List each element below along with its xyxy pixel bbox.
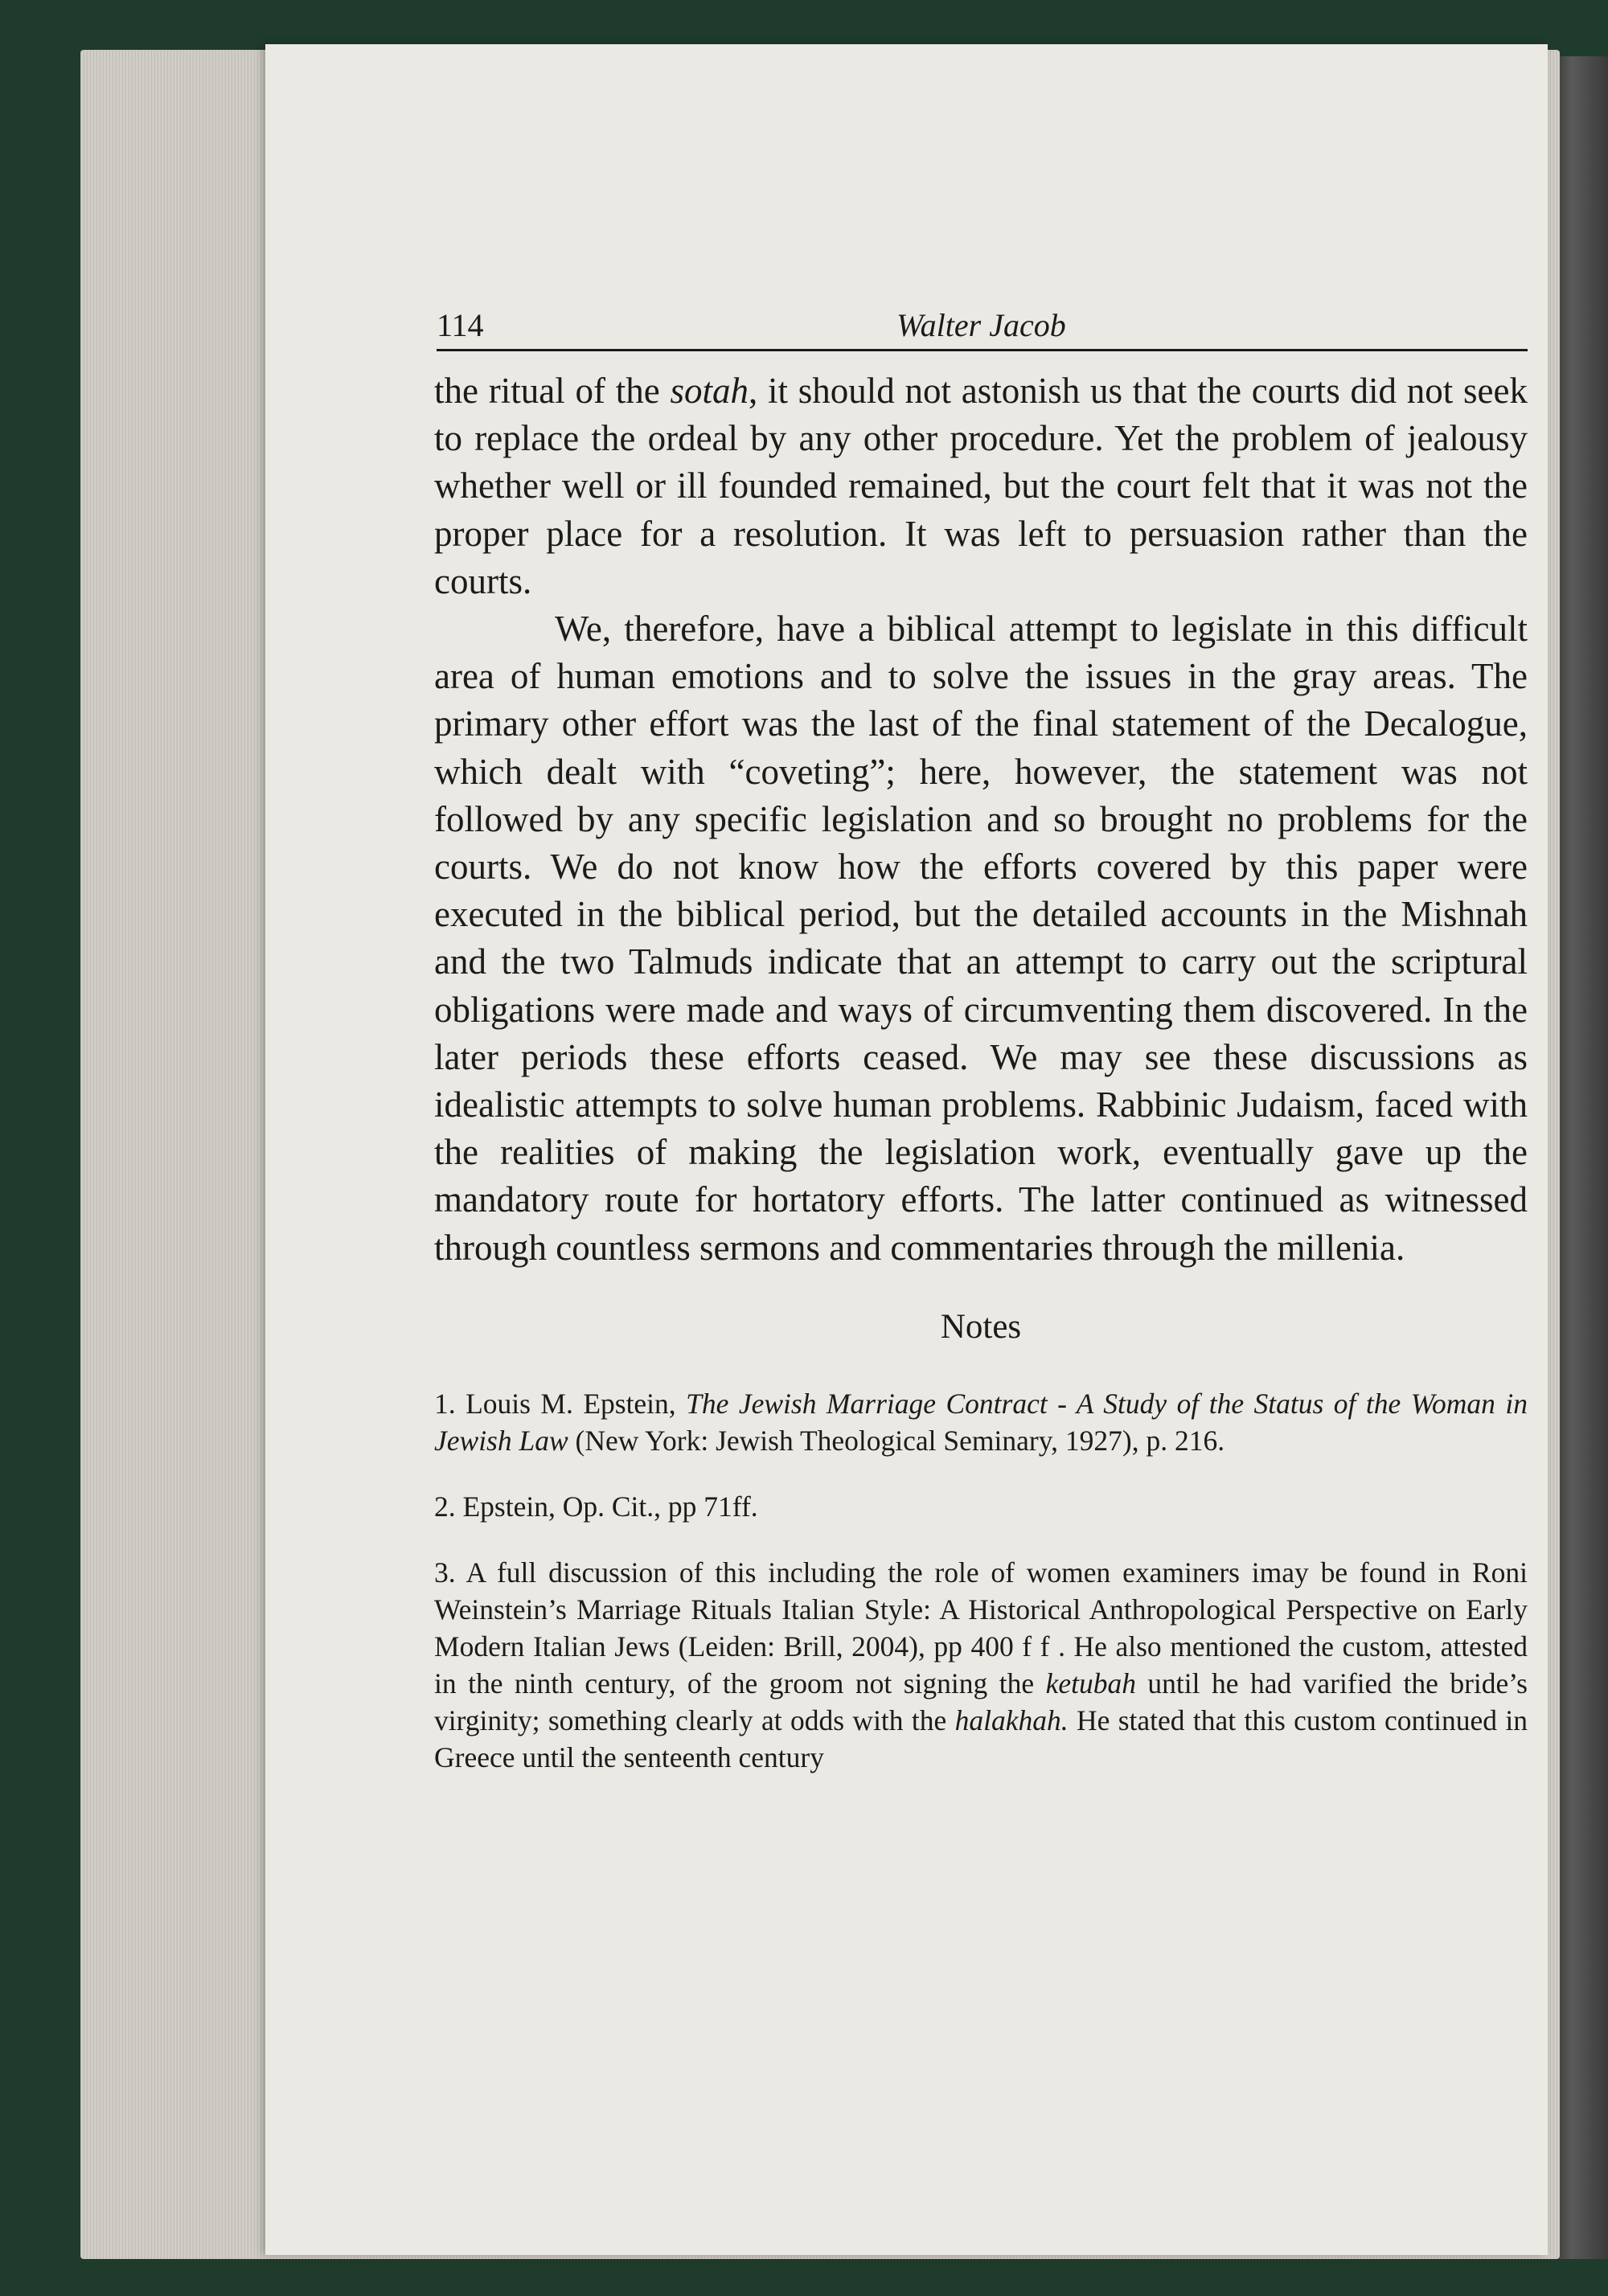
note-1 <box>434 1385 1528 1459</box>
note-3-text-b: until he had varified the bride’s virginity; something clearly at odds with the <box>434 1667 1528 1736</box>
paragraph-1 <box>434 367 1528 605</box>
notes-heading: Notes <box>940 1307 1022 1346</box>
note-3-text-a: 3. A full discussion of this including the role of women examiners imay be found in Roni Weinstein’s Marriage Rituals Italian Style: A Historical Anthropological Perspective on Early Modern Italian Jews (Leiden: Brill, 2004), pp 400 f f . He also mentioned the custom, attested in the ninth century, of the groom not signing the <box>434 1556 1528 1699</box>
page-content <box>434 297 1528 1805</box>
paragraph-1-text-a: the ritual of the <box>434 371 671 411</box>
note-3-text-c: He stated that this custom continued in Greece until the senteenth century <box>434 1704 1528 1773</box>
note-3-italic-ketubah: ketubah <box>1045 1667 1136 1699</box>
running-header <box>437 297 1528 351</box>
note-1-text-b: (New York: Jewish Theological Seminary, 1927), p. 216. <box>568 1424 1225 1457</box>
note-1-text-a: 1. Louis M. Epstein, <box>434 1387 687 1420</box>
paragraph-1-text-b: , it should not astonish us that the courts did not seek to replace the ordeal by any other procedure. Yet the problem of jealousy whether well or ill founded remained, but the court felt that it was not the proper place for a resolution. It was left to persuasion rather than the courts. <box>434 371 1528 601</box>
note-3 <box>434 1554 1528 1776</box>
running-head-author: Walter Jacob <box>896 307 1066 343</box>
page-number: 114 <box>437 307 484 343</box>
note-2: 2. Epstein, Op. Cit., pp 71ff. <box>434 1490 758 1523</box>
note-3-italic-halakhah: halakhah. <box>954 1704 1069 1736</box>
paragraph-2: We, therefore, have a biblical attempt to legislate in this difficult area of human emotions and to solve the issues in the gray areas. The primary other effort was the last of the final statement of the Decalogue, which dealt with “coveting”; here, however, the statement was not followed by any specific legislation and so brought no problems for the courts. We do not know how the efforts covered by this paper were executed in the biblical period, but the detailed accounts in the Mishnah and the two Talmuds indicate that an attempt to carry out the scriptural obligations were made and ways of circumventing them discovered. In the later periods these efforts ceased. We may see these discussions as idealistic attempts to solve human problems. Rabbinic Judaism, faced with the realities of making the legislation work, eventually gave up the mandatory route for hortatory efforts. The latter continued as witnessed through countless sermons and commentaries through the millenia. <box>434 609 1528 1268</box>
paragraph-1-italic-term: sotah <box>670 371 749 411</box>
body-text <box>434 367 1528 1272</box>
note-1-title: The Jewish Marriage Contract - A Study of the Status of the Woman in Jewish Law <box>434 1387 1528 1457</box>
